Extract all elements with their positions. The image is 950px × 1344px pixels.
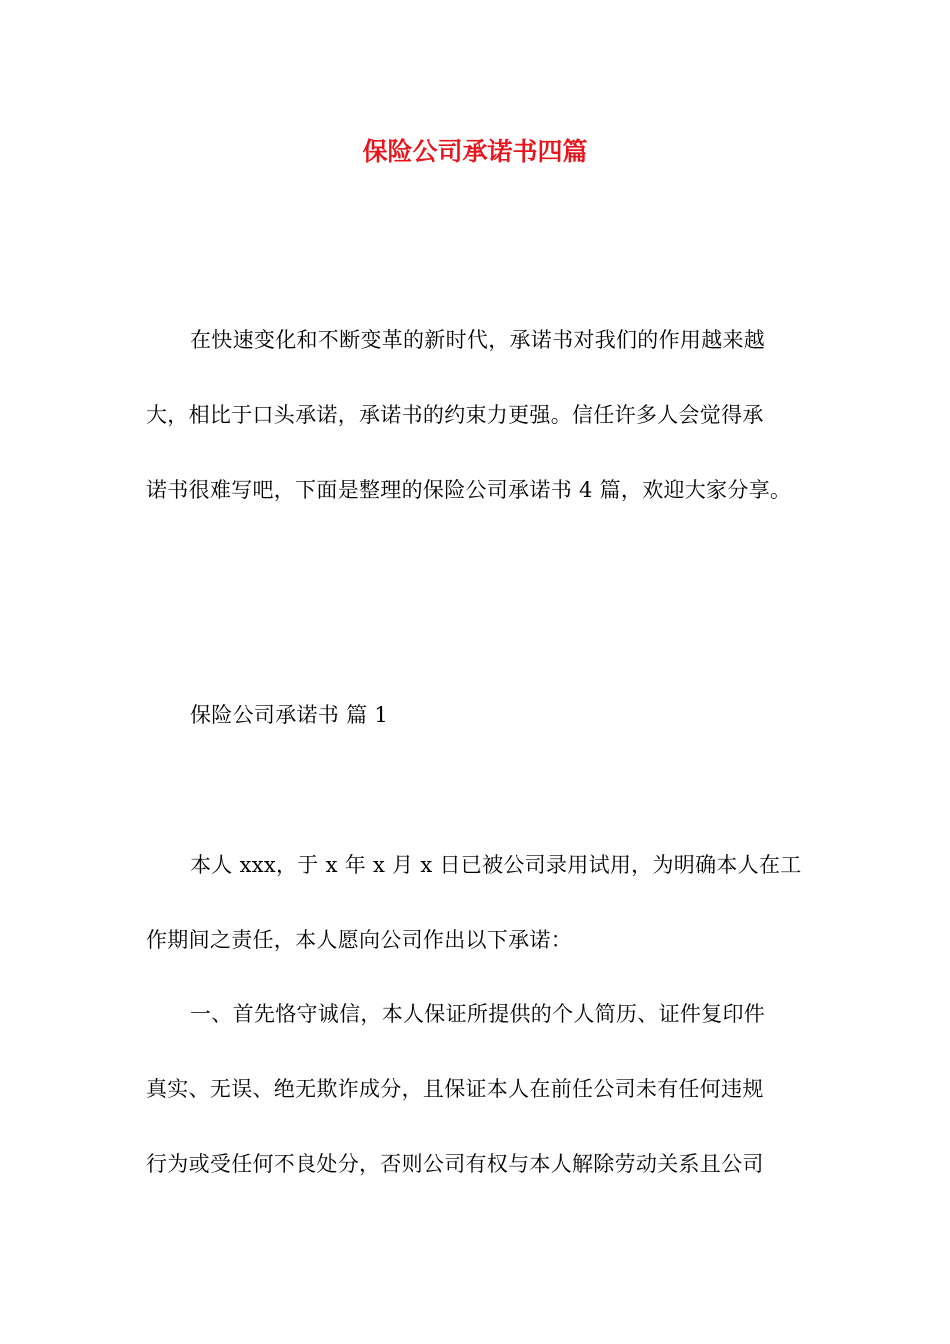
intro-line-1: 在快速变化和不断变革的新时代，承诺书对我们的作用越来越 (190, 328, 766, 352)
intro-line-2: 大，相比于口头承诺，承诺书的约束力更强。信任许多人会觉得承 (146, 403, 764, 427)
intro-line-3: 诺书很难写吧，下面是整理的保险公司承诺书 4 篇，欢迎大家分享。 (146, 478, 792, 502)
paragraph2-line-2: 真实、无误、绝无欺诈成分，且保证本人在前任公司未有任何违规 (146, 1077, 764, 1101)
paragraph2-line-1: 一、首先恪守诚信，本人保证所提供的个人简历、证件复印件 (190, 1002, 766, 1026)
paragraph1-line-2: 作期间之责任，本人愿向公司作出以下承诺： (146, 928, 572, 952)
section-heading: 保险公司承诺书 篇 1 (190, 703, 389, 727)
document-title: 保险公司承诺书四篇 (362, 137, 588, 166)
paragraph1-line-1: 本人 xxx，于 x 年 x 月 x 日已被公司录用试用，为明确本人在工 (190, 853, 802, 877)
paragraph2-line-3: 行为或受任何不良处分，否则公司有权与本人解除劳动关系且公司 (146, 1152, 764, 1176)
